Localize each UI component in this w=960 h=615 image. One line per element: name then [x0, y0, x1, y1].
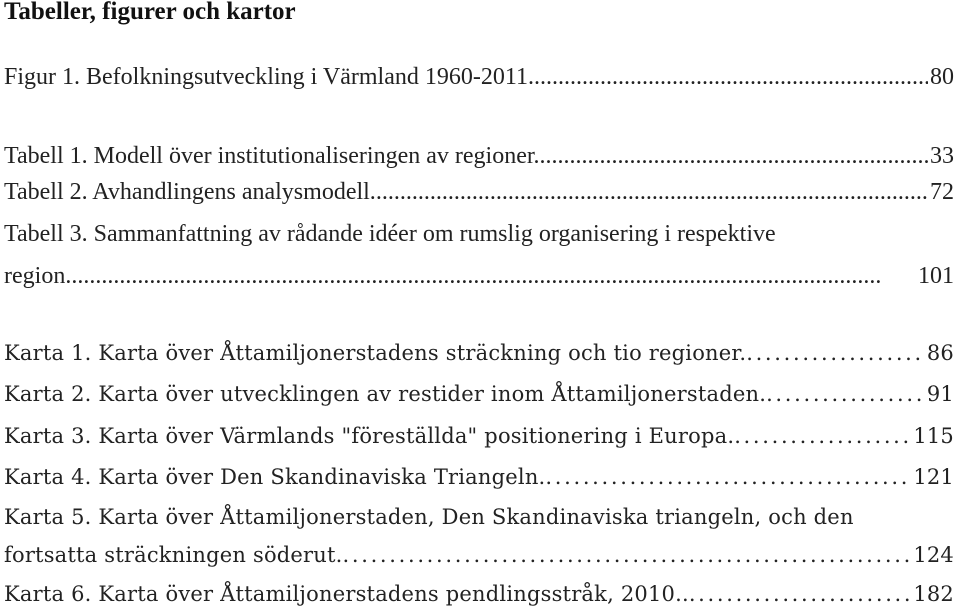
dot-leader [376, 174, 928, 210]
toc-entry-karta-5-line1[interactable]: Karta 5. Karta över Åttamiljonerstaden, Den Skandinaviska triangeln, och den [4, 505, 854, 529]
page-title: Tabeller, figurer och kartor [4, 0, 296, 25]
toc-entry-karta-3[interactable] [4, 418, 954, 454]
toc-entry-label: Tabell 2. Avhandlingens analysmodell. [4, 179, 376, 205]
dot-leader [534, 59, 928, 95]
dot-leader [540, 138, 928, 174]
toc-page-number: 101 [918, 263, 954, 289]
toc-entry-label: Tabell 1. Modell över institutionaliseringen av regioner. [4, 143, 540, 169]
toc-entry-label: Karta 6. Karta över Åttamiljonerstadens pendlingsstråk, 2010.. [4, 582, 689, 606]
dot-leader [734, 418, 911, 454]
toc-entry-tabell-3-line1[interactable]: Tabell 3. Sammanfattning av rådande idéer om rumslig organisering i respektive [4, 221, 776, 247]
dot-leader [65, 258, 916, 294]
toc-page-number: 91 [926, 382, 954, 406]
toc-entry-label: Karta 2. Karta över utvecklingen av restider inom Åttamiljonerstaden. [4, 382, 767, 406]
toc-page-number: 86 [926, 341, 954, 365]
dot-leader [689, 576, 911, 612]
toc-page-number: 80 [930, 64, 954, 90]
toc-entry-figur-1[interactable] [4, 59, 954, 95]
toc-page-number: 115 [913, 424, 954, 448]
toc-page-number: 124 [913, 543, 954, 567]
toc-entry-karta-1[interactable] [4, 335, 954, 371]
dot-leader [766, 376, 925, 412]
toc-entry-label: Karta 1. Karta över Åttamiljonerstadens sträckning och tio regioner. [4, 341, 747, 365]
toc-entry-label: Karta 3. Karta över Värmlands "föreställda" positionering i Europa. [4, 424, 735, 448]
toc-entry-karta-5[interactable] [4, 537, 954, 573]
toc-entry-karta-4[interactable] [4, 459, 954, 495]
toc-entry-label: region [4, 263, 66, 289]
dot-leader [545, 459, 911, 495]
toc-entry-label: fortsatta sträckningen söderut. [4, 543, 343, 567]
dot-leader [343, 537, 912, 573]
toc-entry-label: Karta 4. Karta över Den Skandinaviska Triangeln. [4, 465, 546, 489]
toc-page-number: 182 [913, 582, 954, 606]
dot-leader [746, 335, 925, 371]
toc-page-number: 72 [930, 179, 954, 205]
toc-page-number: 33 [930, 143, 954, 169]
toc-entry-tabell-3[interactable] [4, 258, 954, 294]
toc-entry-label: Figur 1. Befolkningsutveckling i Värmland 1960-2011. [4, 64, 534, 90]
toc-entry-tabell-1[interactable] [4, 138, 954, 174]
toc-entry-karta-2[interactable] [4, 376, 954, 412]
toc-page-number: 121 [913, 465, 954, 489]
toc-entry-tabell-2[interactable] [4, 174, 954, 210]
toc-entry-karta-6[interactable] [4, 576, 954, 612]
